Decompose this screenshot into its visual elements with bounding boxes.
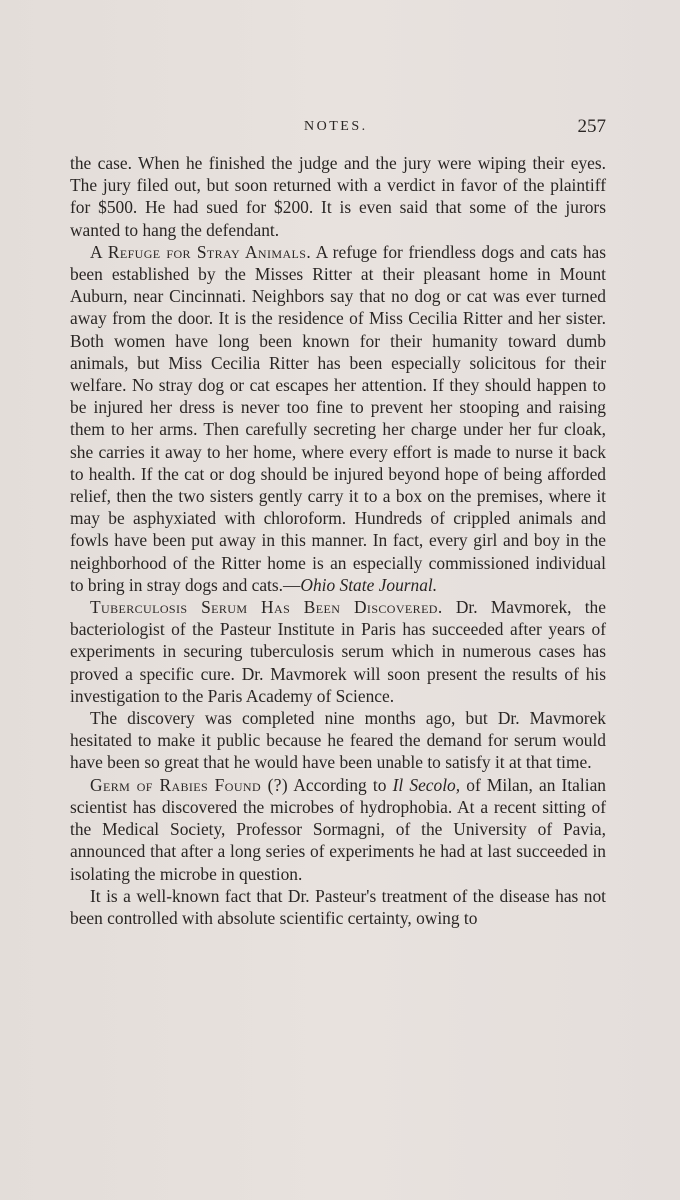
rabies-text-pre: According to — [293, 774, 387, 795]
refuge-text: A refuge for friendless dogs and cats has been established by the Misses Ritter at their pleasant home in Mount Auburn, near Cincinnati. Neighbors say that no dog or cat was ever turned away from the door. It is the residence of Miss Cecilia Ritter and her sister. Both women have long been known for their humanity toward dumb animals, but Miss Cecilia Ritter has been especially solicitous for their welfare. No stray dog or cat escapes her attention. If they should happen to be injured her dress is never too fine to prevent her stooping and raising them to her arms. Then carefully secreting her charge under her fur cloak, she carries it away to her home, where every effort is made to nurse it back to health. If the cat or dog should be injured beyond hope of being afforded relief, then the two sisters gently carry it to a box on the premises, where it may be asphyxiated with chloroform. Hundreds of crippled animals and fowls have been put away in this manner. In fact, every girl and boy in the neighborhood of the Ritter home is an especially commissioned individual to bring in stray dogs and cats.— — [70, 241, 606, 595]
refuge-heading: A Refuge for Stray Animals. — [90, 241, 312, 262]
tuberculosis-text: Dr. Mavmorek, the bacteriologist of the Pasteur Institute in Paris has succeeded after years of experiments in securing tuberculosis serum which in numerous cases has proved a specific cure. Dr. Mavmorek will soon present the results of his investigation to the Paris Academy of Science. — [70, 597, 606, 706]
tuberculosis-paragraph-2 — [70, 707, 606, 774]
refuge-paragraph — [70, 241, 606, 596]
page-header — [70, 116, 606, 140]
rabies-heading: Germ of Rabies Found (?) — [90, 774, 289, 795]
page-number: 257 — [577, 116, 606, 137]
rabies-text: of Milan, an Italian scientist has discovered the microbes of hydrophobia. At a recent sitting of the Medical Society, Professor Sormagni, of the University of Pavia, announced that after a long series of experiments he had at last succeeded in isolating the microbe in question. — [70, 774, 606, 884]
rabies-paragraph — [70, 774, 606, 885]
refuge-source: Ohio State Journal. — [300, 574, 438, 595]
rabies-text-2: It is a well-known fact that Dr. Pasteur's treatment of the disease has not been controlled with absolute scientific certainty, owing to — [70, 885, 606, 928]
running-head: NOTES. — [304, 119, 368, 134]
intro-paragraph — [70, 152, 606, 241]
page-body — [70, 152, 606, 929]
tuberculosis-text-2: The discovery was completed nine months ago, but Dr. Mavmorek hesitated to make it public because he feared the demand for serum would have been so great that he would have been unable to satisfy it at that time. — [70, 708, 606, 773]
rabies-source: Il Secolo, — [392, 774, 461, 795]
intro-text: the case. When he finished the judge and the jury were wiping their eyes. The jury filed out, but soon returned with a verdict in favor of the plaintiff for $500. He had sued for $200. It is even said that some of the jurors wanted to hang the defendant. — [70, 153, 606, 240]
tuberculosis-heading: Tuberculosis Serum Has Been Discovered. — [90, 597, 443, 618]
tuberculosis-paragraph — [70, 596, 606, 707]
rabies-paragraph-2 — [70, 885, 606, 929]
